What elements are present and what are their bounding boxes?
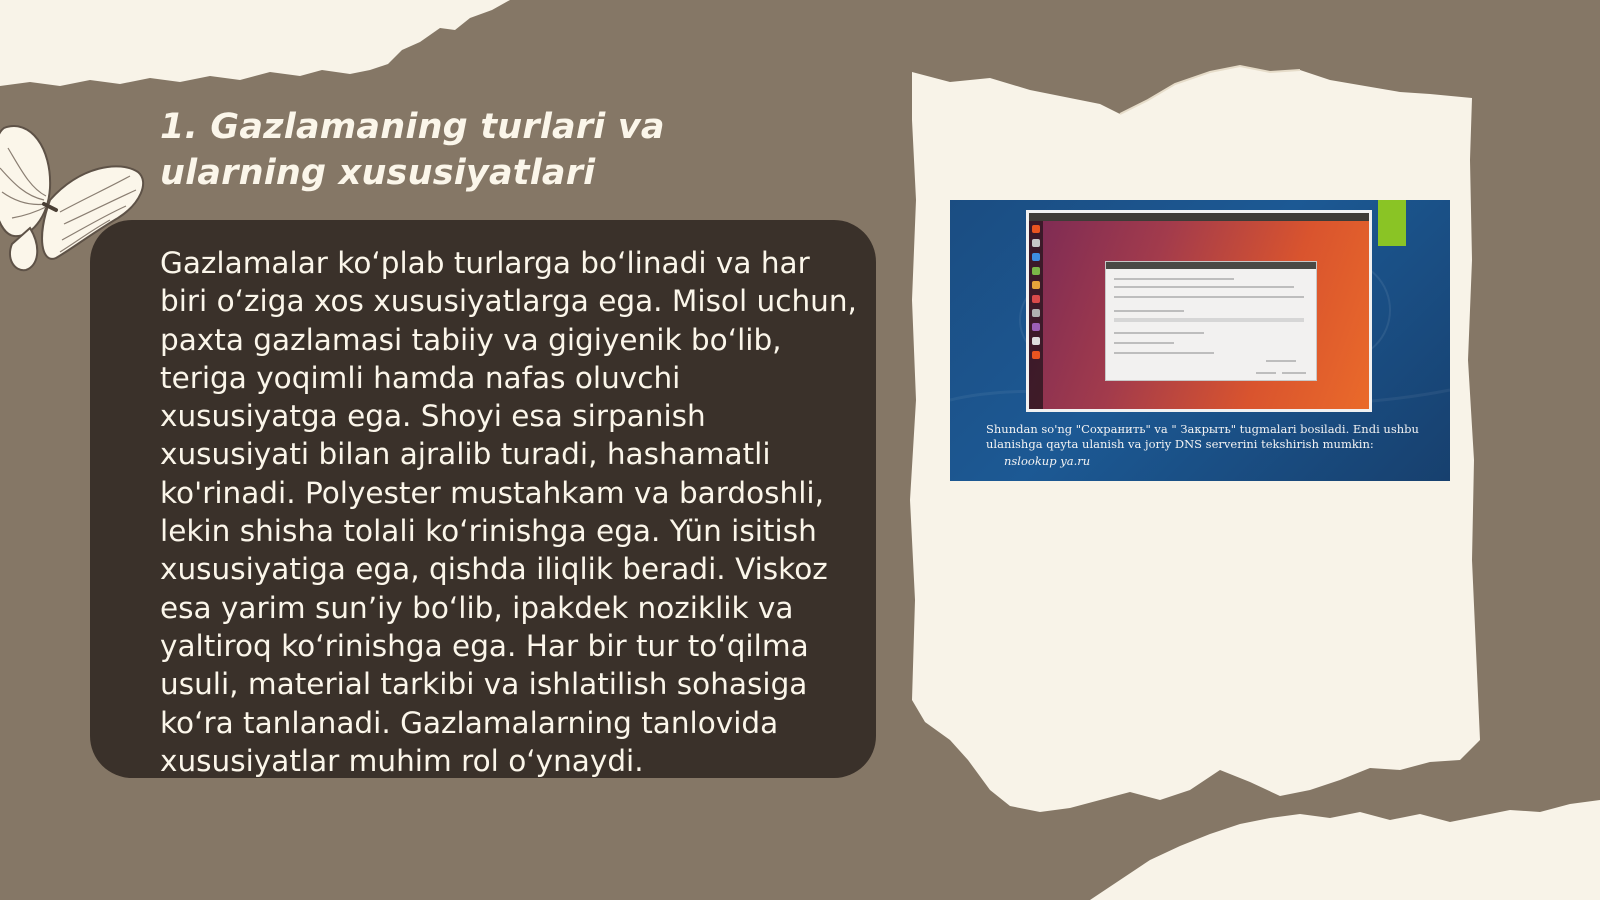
desktop-launcher — [1029, 221, 1043, 409]
ubuntu-desktop-preview — [1026, 210, 1372, 412]
slide-title: 1. Gazlamaning turlari va ularning xususiyatlari — [160, 107, 665, 193]
screenshot-command: nslookup ya.ru — [1004, 454, 1091, 468]
green-tab-decoration — [1378, 200, 1406, 246]
torn-paper-bottom-right — [1090, 800, 1600, 900]
network-settings-dialog — [1105, 261, 1317, 381]
embedded-screenshot — [950, 200, 1450, 481]
desktop-top-bar — [1029, 213, 1369, 221]
slide-body-text: Gazlamalar ko‘plab turlarga bo‘linadi va har biri o‘ziga xos xususiyatlarga ega. Misol uchun, paxta gazlamasi tabiiy va gigiyenik bo‘lib, teriga yoqimli hamda nafas oluvchi xususiyatga ega. Shoyi esa sirpanish xususiyati bilan ajralib turadi, hashamatli ko'rinadi. Polyester mustahkam va bardoshli, lekin shisha tolali ko‘rinishga ega. Yün isitish xususiyatiga ega, qishda iliqlik beradi. Viskoz esa yarim sun’iy bo‘lib, ipakdek noziklik va yaltiroq ko‘rinishga ega. Har bir tur to‘qilma usuli, material tarkibi va ishlatilish sohasiga ko‘ra tanlanadi. Gazlamalarning tanlovida xususiyatlar muhim rol o‘ynaydi. — [160, 246, 857, 778]
torn-paper-top-left — [0, 0, 510, 86]
screenshot-caption: Shundan so'ng "Сохранить" va " Закрыть" tugmalari bosiladi. Endi ushbu ulanishga qayta ulanish va joriy DNS serverini tekshirish mumkin: — [986, 422, 1419, 451]
